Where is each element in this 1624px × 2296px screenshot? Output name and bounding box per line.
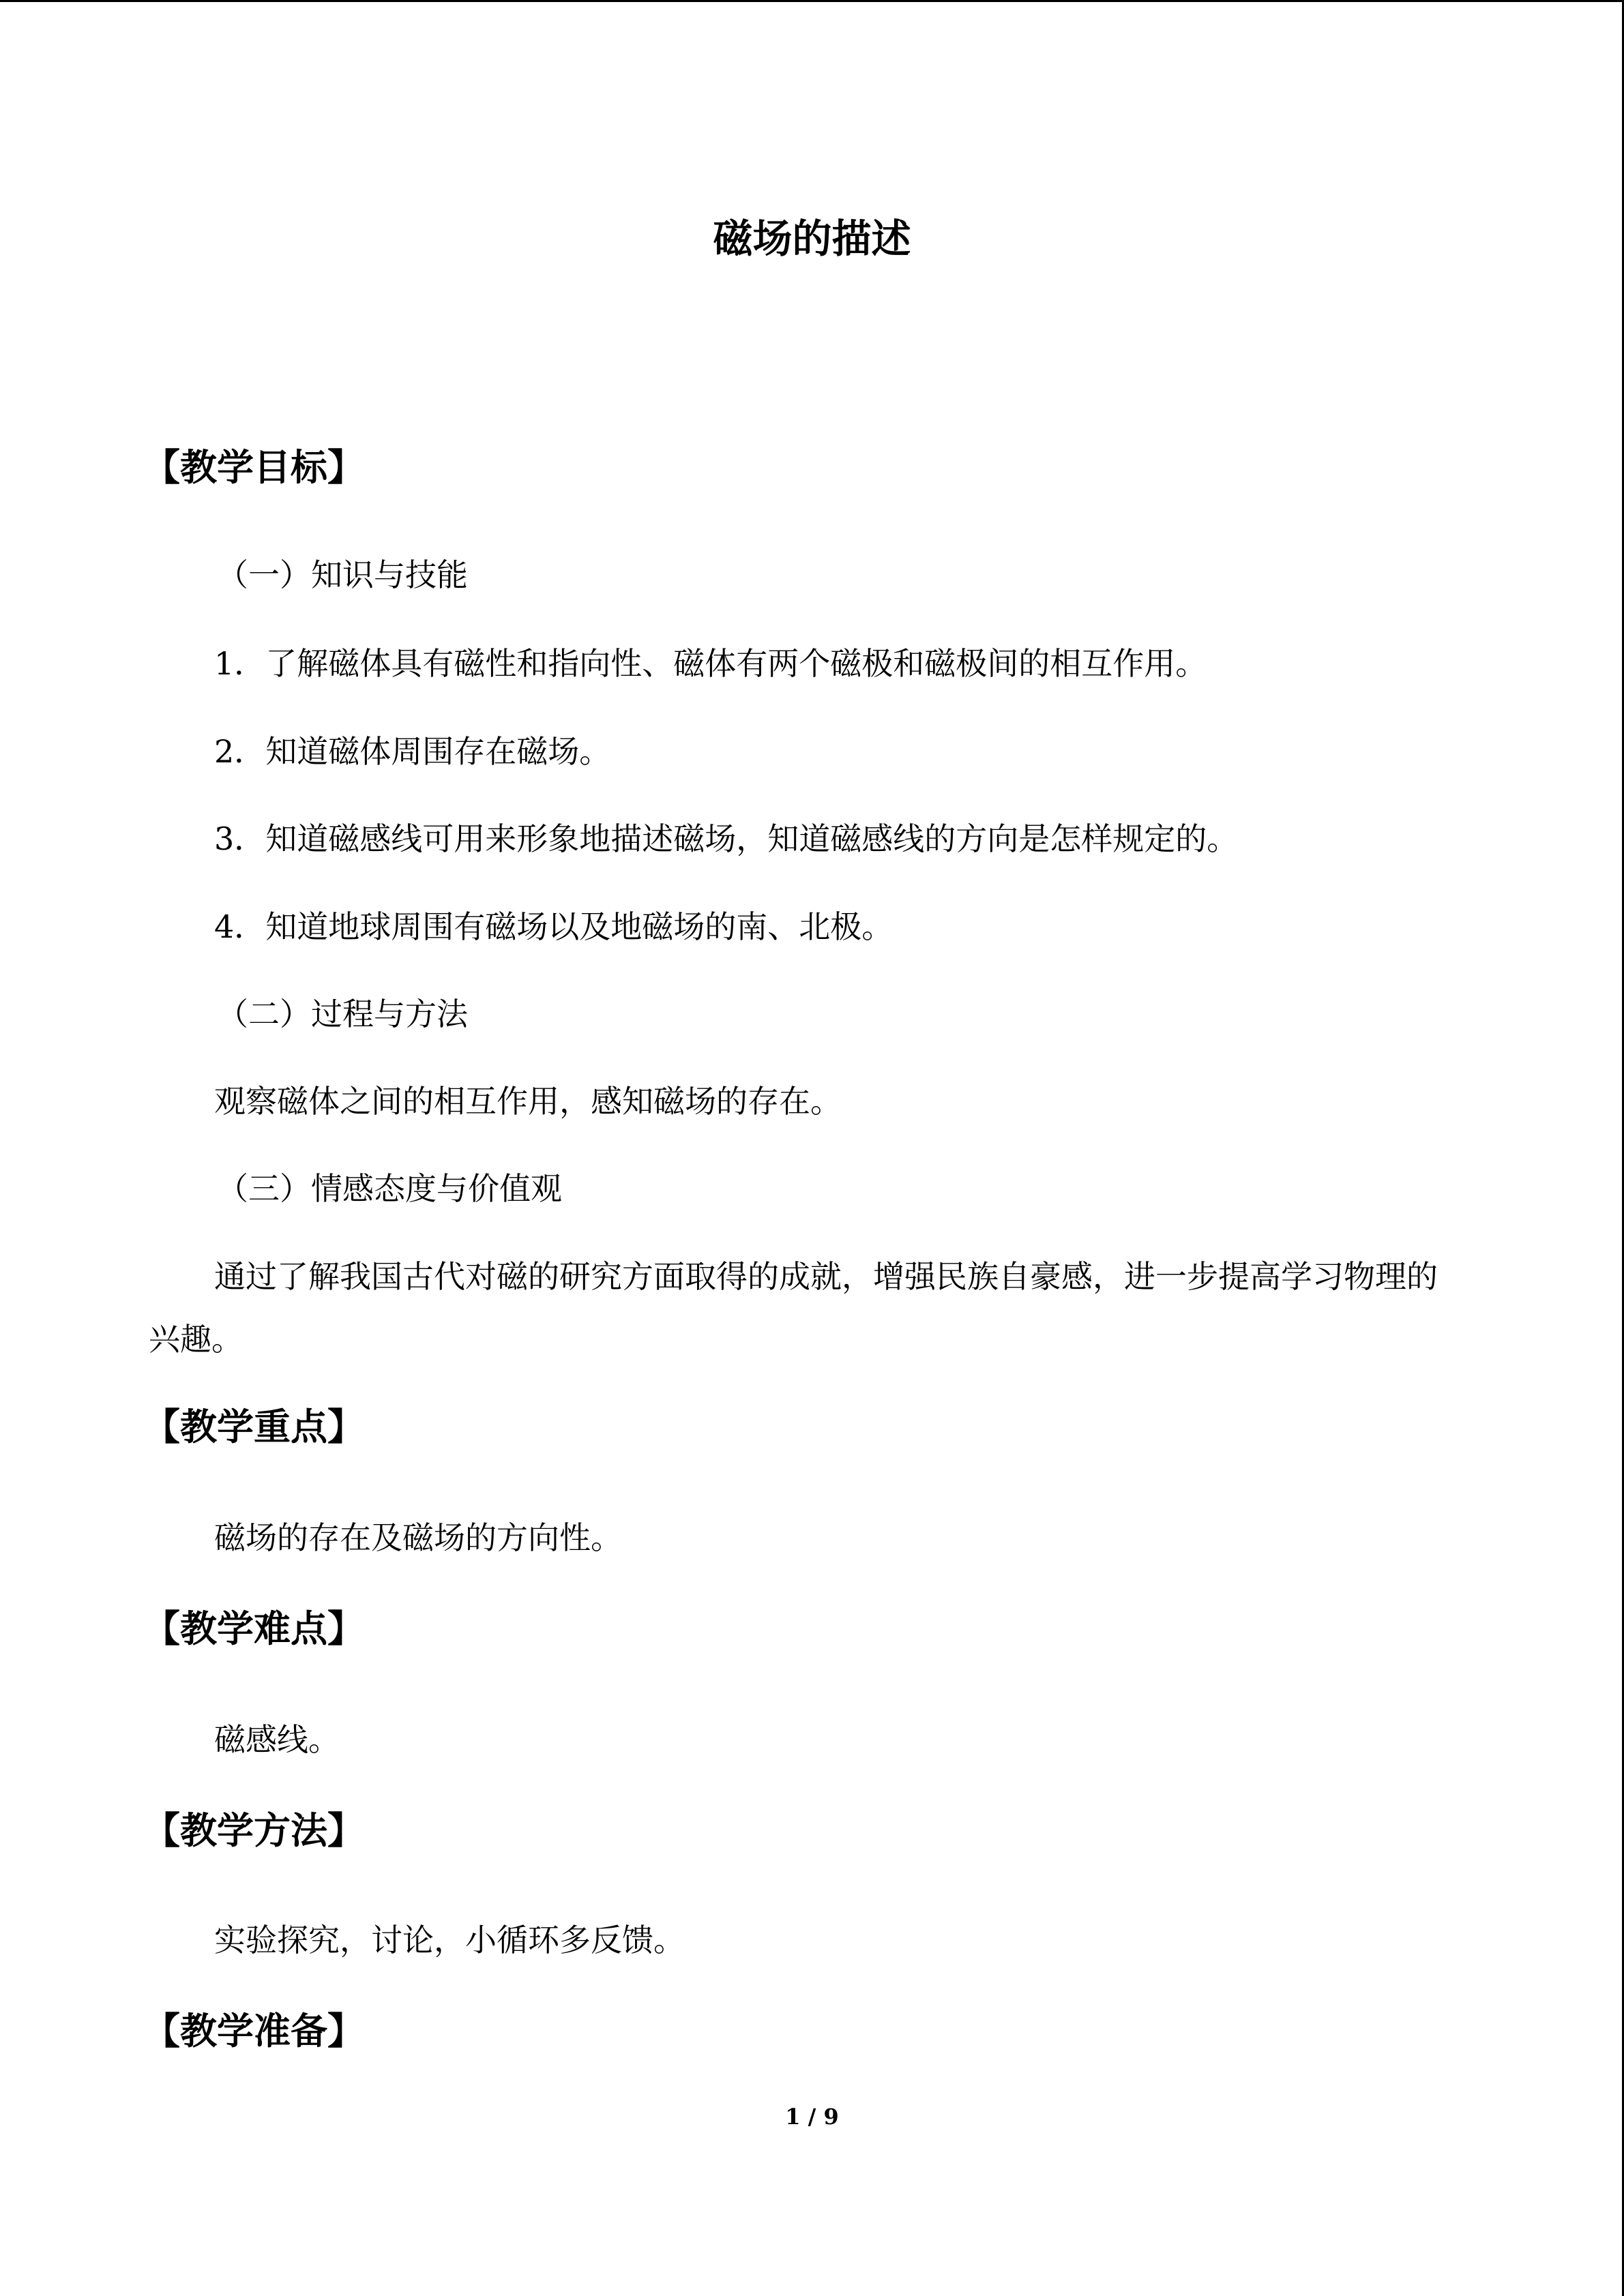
objective-item-3: 3．知道磁感线可用来形象地描述磁场，知道磁感线的方向是怎样规定的。 [214,820,1239,857]
heading-difficulties: 【教学难点】 [143,1607,364,1650]
heading-key-points: 【教学重点】 [143,1405,364,1448]
heading-preparation: 【教学准备】 [143,2009,364,2053]
objective-item-1: 1．了解磁体具有磁性和指向性、磁体有两个磁极和磁极间的相互作用。 [214,645,1207,682]
page-border-top [0,0,1624,2]
heading-objectives: 【教学目标】 [143,445,364,489]
values-text: 通过了解我国古代对磁的研究方面取得的成就，增强民族自豪感，进一步提高学习物理的兴趣。 [149,1258,1438,1358]
page-number: 1 / 9 [785,2104,839,2130]
heading-methods: 【教学方法】 [143,1808,364,1852]
difficulties-text: 磁感线。 [214,1721,340,1758]
objective-item-2: 2．知道磁体周围存在磁场。 [214,733,611,770]
subheading-process-method: （二）过程与方法 [217,996,468,1032]
document-title: 磁场的描述 [713,215,911,262]
subheading-knowledge-skills: （一）知识与技能 [217,556,468,593]
process-text: 观察磁体之间的相互作用，感知磁场的存在。 [214,1083,842,1120]
subheading-attitude-values: （三）情感态度与价值观 [217,1170,562,1207]
key-points-text: 磁场的存在及磁场的方向性。 [214,1519,622,1556]
objective-item-4: 4．知道地球周围有磁场以及地磁场的南、北极。 [214,908,894,945]
methods-text: 实验探究，讨论，小循环多反馈。 [214,1922,685,1958]
